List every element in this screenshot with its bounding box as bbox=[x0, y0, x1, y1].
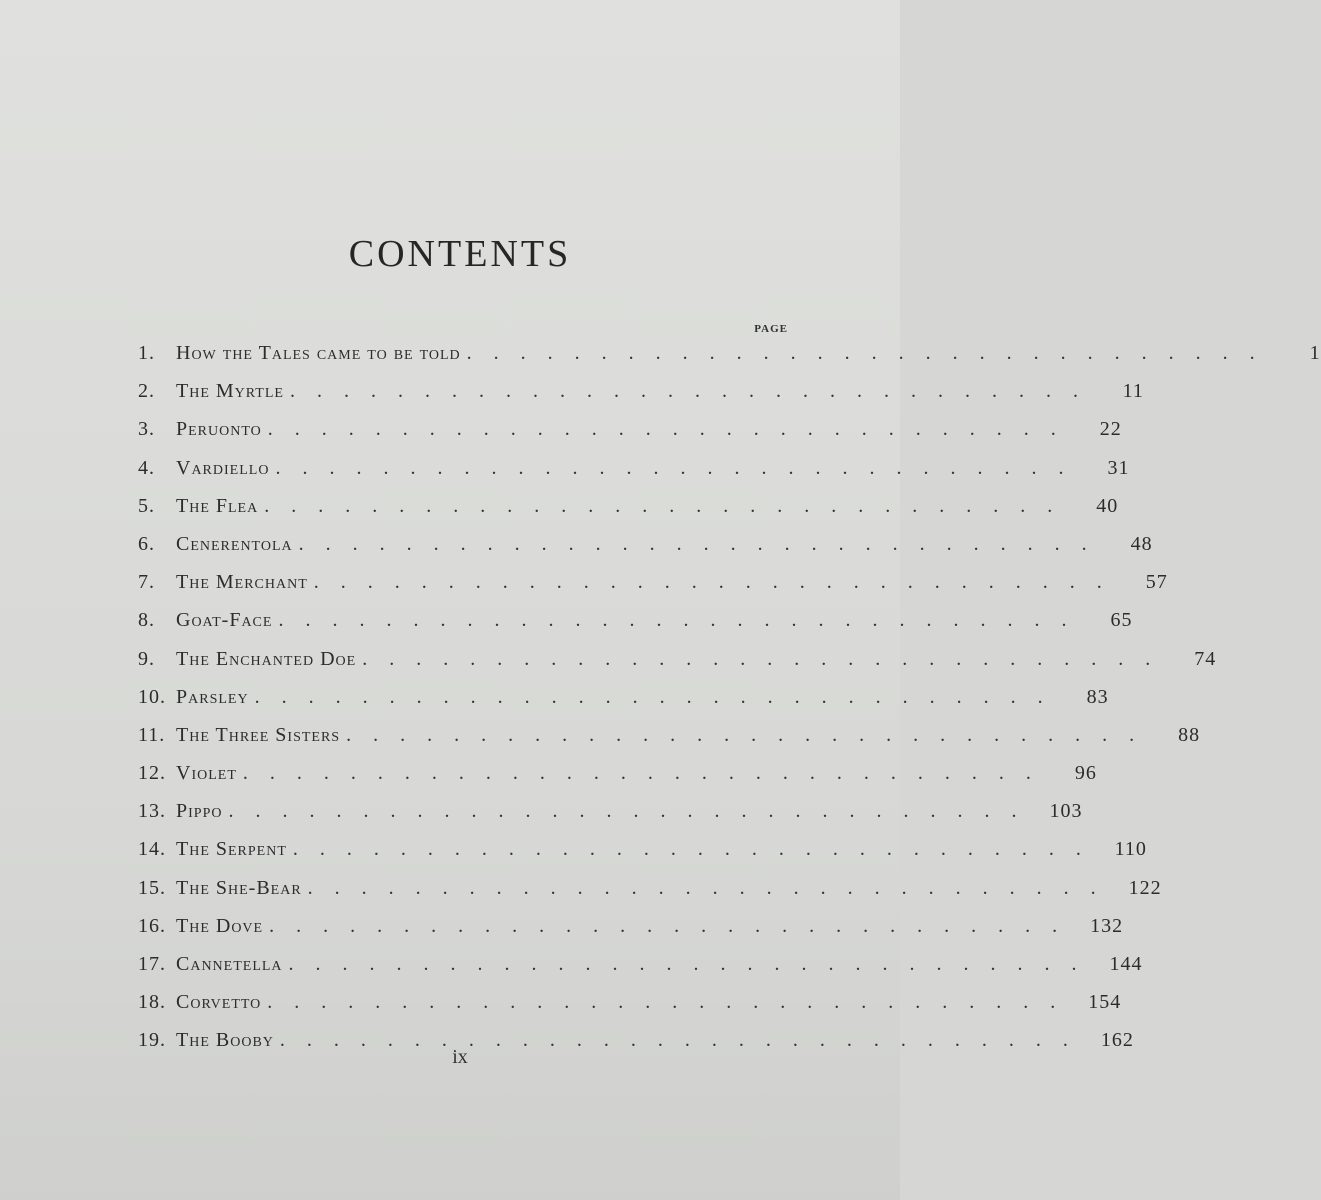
toc-entry bbox=[138, 449, 1130, 487]
dot-leader: .............................. bbox=[242, 762, 1053, 785]
dot-leader: .............................. bbox=[313, 571, 1124, 594]
dot-leader: .............................. bbox=[298, 532, 1109, 555]
contents-heading: CONTENTS bbox=[348, 233, 572, 275]
entry-title: Goat-Face bbox=[176, 609, 273, 632]
entry-page-number: 162 bbox=[1100, 1029, 1134, 1052]
entry-number: 3. bbox=[138, 418, 155, 441]
entry-title: Vardiello bbox=[176, 456, 270, 479]
dot-leader: .............................. bbox=[307, 876, 1118, 899]
entry-number: 1. bbox=[138, 342, 155, 364]
entry-number: 6. bbox=[138, 532, 155, 555]
entry-page-number: 31 bbox=[1107, 456, 1130, 479]
entry-page-number: 110 bbox=[1114, 838, 1147, 861]
toc-entry bbox=[138, 372, 1144, 410]
toc-entry bbox=[138, 869, 1162, 907]
entry-number: 17. bbox=[138, 953, 166, 975]
entry-title: The Serpent bbox=[176, 838, 287, 861]
dot-leader: .............................. bbox=[254, 685, 1065, 708]
dot-leader: .............................. bbox=[292, 838, 1103, 861]
entry-title: Corvetto bbox=[176, 991, 262, 1014]
toc-entry bbox=[138, 640, 1217, 678]
entry-title: The She-Bear bbox=[176, 876, 302, 899]
entry-number: 15. bbox=[138, 876, 166, 899]
entry-page-number: 103 bbox=[1049, 800, 1083, 823]
entry-page-number: 48 bbox=[1130, 532, 1153, 555]
entry-number: 4. bbox=[138, 456, 155, 479]
entry-title: The Three Sisters bbox=[176, 723, 341, 746]
dot-leader: .............................. bbox=[346, 723, 1157, 746]
toc-entry bbox=[138, 716, 1201, 754]
dot-leader: .............................. bbox=[269, 914, 1080, 937]
entry-page-number: 154 bbox=[1088, 991, 1122, 1014]
toc-entry bbox=[138, 792, 1083, 830]
entry-page-number: 144 bbox=[1109, 953, 1143, 975]
entry-title: Violet bbox=[176, 762, 237, 785]
entry-title: The Dove bbox=[176, 914, 264, 937]
table-of-contents bbox=[138, 334, 1321, 1060]
dot-leader: .............................. bbox=[228, 800, 1039, 823]
dot-leader: .............................. bbox=[267, 418, 1078, 441]
entry-page-number: 96 bbox=[1074, 762, 1097, 785]
toc-entry bbox=[138, 601, 1133, 639]
entry-page-number: 74 bbox=[1194, 647, 1217, 670]
entry-number: 12. bbox=[138, 762, 166, 785]
entry-page-number: 65 bbox=[1110, 609, 1133, 632]
entry-title: The Merchant bbox=[176, 571, 308, 594]
dot-leader: .............................. bbox=[278, 609, 1089, 632]
entry-title: Parsley bbox=[176, 685, 249, 708]
toc-entry bbox=[138, 525, 1153, 563]
toc-entry bbox=[138, 754, 1097, 792]
entry-title: The Flea bbox=[176, 494, 259, 517]
dot-leader: .............................. bbox=[362, 647, 1173, 670]
toc-entry bbox=[138, 678, 1109, 716]
entry-number: 8. bbox=[138, 609, 155, 632]
toc-entry bbox=[138, 487, 1119, 525]
dot-leader: .............................. bbox=[466, 342, 1277, 364]
entry-number: 11. bbox=[138, 723, 166, 746]
page-column-label: PAGE bbox=[754, 323, 788, 335]
entry-number: 5. bbox=[138, 494, 155, 517]
entry-page-number: 88 bbox=[1178, 723, 1201, 746]
dot-leader: .............................. bbox=[289, 380, 1100, 403]
dot-leader: .............................. bbox=[267, 991, 1078, 1014]
entry-title: Peruonto bbox=[176, 418, 262, 441]
entry-number: 2. bbox=[138, 380, 155, 403]
entry-page-number: 132 bbox=[1090, 914, 1124, 937]
entry-page-number: 122 bbox=[1128, 876, 1162, 899]
entry-number: 16. bbox=[138, 914, 166, 937]
entry-number: 14. bbox=[138, 838, 166, 861]
entry-title: How the Tales came to be told bbox=[176, 342, 461, 364]
entry-page-number: 83 bbox=[1086, 685, 1109, 708]
entry-number: 19. bbox=[138, 1029, 166, 1052]
entry-title: The Enchanted Doe bbox=[176, 647, 357, 670]
entry-page-number: 11 bbox=[1122, 380, 1144, 403]
toc-entry bbox=[138, 563, 1168, 601]
entry-page-number: 1 bbox=[1309, 342, 1321, 364]
toc-entry bbox=[138, 983, 1122, 1021]
toc-entry bbox=[138, 907, 1124, 945]
entry-page-number: 40 bbox=[1096, 494, 1119, 517]
page-number: ix bbox=[452, 1046, 468, 1068]
entry-title: The Booby bbox=[176, 1029, 274, 1052]
toc-entry bbox=[138, 410, 1122, 448]
toc-entry bbox=[138, 945, 1143, 983]
dot-leader: .............................. bbox=[264, 494, 1075, 517]
entry-number: 10. bbox=[138, 685, 166, 708]
dot-leader: .............................. bbox=[288, 953, 1099, 975]
dot-leader: .............................. bbox=[275, 456, 1086, 479]
dot-leader: .............................. bbox=[279, 1029, 1090, 1052]
entry-title: Cannetella bbox=[176, 953, 283, 975]
entry-title: The Myrtle bbox=[176, 380, 284, 403]
entry-number: 18. bbox=[138, 991, 166, 1014]
entry-number: 13. bbox=[138, 800, 166, 823]
entry-title: Pippo bbox=[176, 800, 223, 823]
entry-title: Cenerentola bbox=[176, 532, 293, 555]
entry-number: 7. bbox=[138, 571, 155, 594]
entry-number: 9. bbox=[138, 647, 155, 670]
toc-entry bbox=[138, 830, 1147, 868]
entry-page-number: 57 bbox=[1145, 571, 1168, 594]
toc-entry bbox=[138, 334, 1321, 372]
entry-page-number: 22 bbox=[1099, 418, 1122, 441]
